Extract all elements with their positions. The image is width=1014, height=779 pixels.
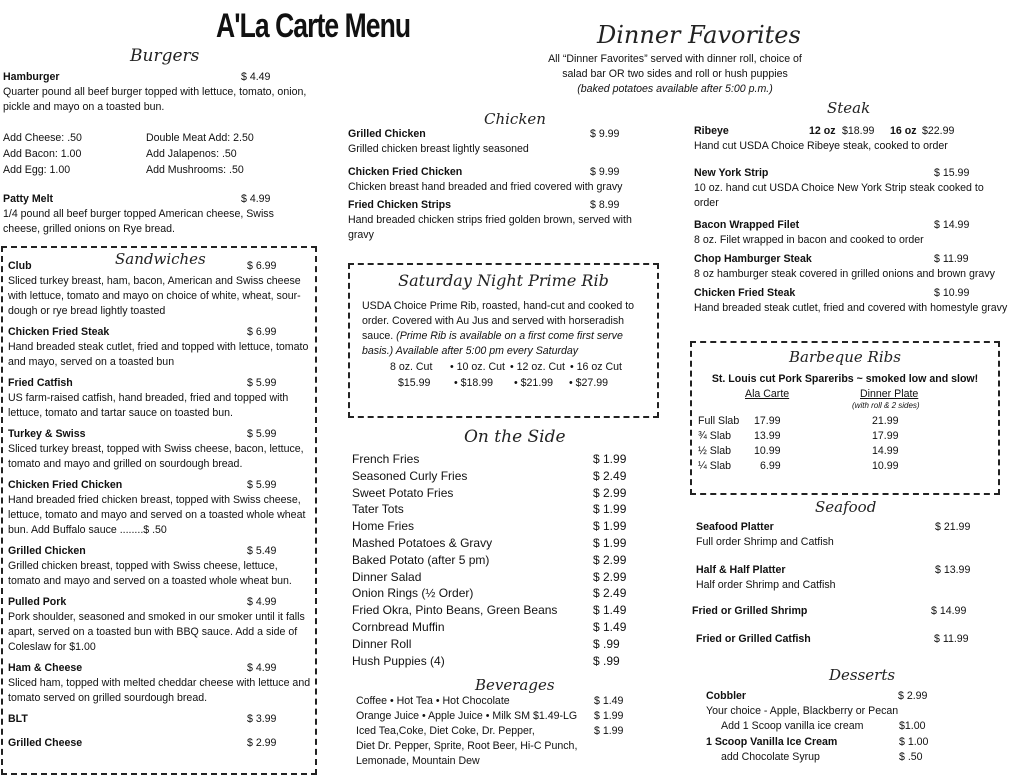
item-name: Fried Catfish xyxy=(8,377,73,389)
list-item xyxy=(8,544,311,589)
cut-price: • $21.99 xyxy=(514,377,554,389)
addon-price: $1.00 xyxy=(899,720,926,732)
item-price: $ 4.99 xyxy=(247,662,277,674)
chicken-list xyxy=(348,127,653,249)
item-desc: Hand breaded steak cutlet, fried and topped with lettuce, tomato and mayo, served on a toasted bun xyxy=(8,341,309,368)
row-label: ½ Slab xyxy=(698,445,731,457)
item-name: Mashed Potatoes & Gravy xyxy=(352,535,493,550)
item-price: $ 8.99 xyxy=(590,199,620,211)
seafood-item xyxy=(692,604,992,619)
item-desc: Grilled chicken breast lightly seasoned xyxy=(348,143,529,155)
item-name: Home Fries xyxy=(352,519,415,534)
addon-label: Add 1 Scoop vanilla ice cream xyxy=(721,720,864,732)
item-price: $ 21.99 xyxy=(935,521,971,533)
cut-price: • $27.99 xyxy=(569,377,609,389)
list-item xyxy=(694,218,1010,248)
item-price: $ 2.99 xyxy=(593,552,627,567)
bev-price: $ 1.99 xyxy=(594,710,624,722)
item-price: $ 11.99 xyxy=(934,633,969,645)
item-price: $ 2.99 xyxy=(593,485,627,500)
item-price: $ 10.99 xyxy=(934,287,970,299)
addon-label: add Chocolate Syrup xyxy=(721,751,820,763)
item-desc: Hand breaded steak cutlet, fried and covered with homestyle gravy xyxy=(694,302,1008,314)
item-name: Turkey & Swiss xyxy=(8,428,86,440)
burger-patty-melt xyxy=(3,192,303,237)
list-item xyxy=(8,595,311,655)
bev-text: Iced Tea,Coke, Diet Coke, Dr. Pepper, xyxy=(356,725,535,737)
row-ala: 10.99 xyxy=(754,445,781,457)
cut-label: • 10 oz. Cut xyxy=(450,361,505,373)
item-name: Tater Tots xyxy=(352,502,404,517)
item-name: Patty Melt xyxy=(3,193,54,205)
item-price: $ 5.99 xyxy=(247,479,277,491)
list-item xyxy=(8,427,311,472)
item-price: $ 4.99 xyxy=(241,193,271,205)
dinner-favorites-title: Dinner Favorites xyxy=(597,21,801,49)
seafood-item xyxy=(696,520,996,550)
prime-rib-note: (Prime Rib is available on a first come first serve basis.) Available after 5:00 pm every Saturday xyxy=(362,330,623,357)
item-name: Grilled Chicken xyxy=(8,545,86,557)
list-item xyxy=(352,619,642,636)
item-desc: Quarter pound all beef burger topped with lettuce, tomato, onion, pickle and mayo on a toasted bun. xyxy=(3,86,307,113)
item-desc: Sliced ham, topped with melted cheddar cheese with lettuce and tomato served on grilled sourdough bread. xyxy=(8,677,311,704)
item-desc: Half order Shrimp and Catfish xyxy=(696,579,836,591)
list-item xyxy=(694,252,1010,282)
col-dinner-note: (with roll & 2 sides) xyxy=(852,401,920,410)
bev-text: Lemonade, Mountain Dew xyxy=(356,755,480,767)
item-desc: Sliced turkey breast, ham, bacon, American and Swiss cheese with lettuce, tomato and mayo on choice of white, wheat, sour-dough or rye bread lightly toasted xyxy=(8,275,301,317)
item-price: $ 5.99 xyxy=(247,428,277,440)
item-name: Chicken Fried Steak xyxy=(694,287,796,299)
list-item xyxy=(8,259,311,319)
list-item xyxy=(352,468,642,485)
row-ala: 6.99 xyxy=(760,460,781,472)
intro-line: All “Dinner Favorites” served with dinner roll, choice of xyxy=(548,53,802,65)
list-item xyxy=(352,518,642,535)
ribeye-price-16: $22.99 xyxy=(922,125,955,137)
item-name: Fried Chicken Strips xyxy=(348,199,452,211)
item-name: Chicken Fried Chicken xyxy=(8,479,123,491)
item-desc: Hand breaded fried chicken breast, topped with Swiss cheese, lettuce, tomato and mayo and served on a toasted whole wheat bun. Add Buffalo sauce ........$ .50 xyxy=(8,494,306,536)
addon-cheese: Add Cheese: .50 xyxy=(3,132,82,144)
item-price: $ 13.99 xyxy=(935,564,971,576)
ribeye-price-12: $18.99 xyxy=(842,125,875,137)
list-item xyxy=(352,569,642,586)
cobbler-addon xyxy=(721,719,1011,734)
burgers-heading: Burgers xyxy=(130,46,200,66)
item-name: Grilled Cheese xyxy=(8,737,83,749)
list-item xyxy=(352,451,642,468)
item-name: French Fries xyxy=(352,452,420,466)
list-item xyxy=(8,478,311,538)
prime-rib-body xyxy=(362,299,652,359)
item-desc: Hand cut USDA Choice Ribeye steak, cooked to order xyxy=(694,140,948,152)
item-name: Ham & Cheese xyxy=(8,662,83,674)
item-desc: 8 oz. Filet wrapped in bacon and cooked to order xyxy=(694,234,924,246)
item-name: Baked Potato (after 5 pm) xyxy=(352,552,490,567)
item-name: Half & Half Platter xyxy=(696,564,786,576)
item-desc: Sliced turkey breast, topped with Swiss cheese, bacon, lettuce, tomato and mayo and grilled on sourdough bread. xyxy=(8,443,304,470)
list-item xyxy=(352,485,642,502)
prime-rib-cuts xyxy=(362,360,652,392)
bev-text: Coffee • Hot Tea • Hot Chocolate xyxy=(356,695,510,707)
cut-price: • $18.99 xyxy=(454,377,494,389)
item-name: Cobbler xyxy=(706,690,747,702)
steak-list xyxy=(694,166,1010,322)
sandwiches-heading: Sandwiches xyxy=(112,250,209,268)
item-desc: Full order Shrimp and Catfish xyxy=(696,536,834,548)
item-desc: 10 oz. hand cut USDA Choice New York Strip steak cooked to order xyxy=(694,182,984,209)
item-name: Grilled Chicken xyxy=(348,128,426,140)
sides-heading: On the Side xyxy=(464,427,566,447)
steak-ribeye xyxy=(694,124,1010,154)
list-item xyxy=(8,736,311,751)
table-row xyxy=(698,429,994,444)
list-item xyxy=(356,694,646,709)
item-name: New York Strip xyxy=(694,167,769,179)
item-price: $ 9.99 xyxy=(590,128,620,140)
addon-price: $ .50 xyxy=(899,751,923,763)
prime-rib-desc: USDA Choice Prime Rib, roasted, hand-cut and cooked to order. Covered with Au Jus and served with horseradish sauce. xyxy=(362,300,635,342)
sides-list xyxy=(352,451,642,669)
item-name: Pulled Pork xyxy=(8,596,67,608)
seafood-item xyxy=(696,632,996,647)
list-item xyxy=(348,127,653,157)
desserts-heading: Desserts xyxy=(829,666,896,684)
item-price: $ 3.99 xyxy=(247,713,277,725)
item-name: Onion Rings (½ Order) xyxy=(352,586,474,601)
item-name: Hush Puppies (4) xyxy=(352,653,445,668)
item-price: $ 5.99 xyxy=(247,377,277,389)
col-dinner-plate: Dinner Plate xyxy=(860,388,919,400)
item-price: $ 1.49 xyxy=(593,603,627,618)
beverages-list xyxy=(356,694,646,769)
bbq-subtitle: St. Louis cut Pork Spareribs ~ smoked low and slow! xyxy=(711,373,979,385)
bbq-heading: Barbeque Ribs xyxy=(789,348,901,366)
col-ala-carte: Ala Carte xyxy=(745,388,790,400)
list-item xyxy=(8,376,311,421)
page-title: A'La Carte Menu xyxy=(216,7,411,45)
list-item xyxy=(356,739,646,754)
row-ala: 13.99 xyxy=(754,430,781,442)
item-name: Sweet Potato Fries xyxy=(352,485,454,500)
bev-price: $ 1.99 xyxy=(594,725,624,737)
item-price: $ 1.49 xyxy=(593,619,627,634)
list-item xyxy=(352,653,642,670)
list-item xyxy=(348,198,653,243)
item-name: 1 Scoop Vanilla Ice Cream xyxy=(706,736,838,748)
item-name: Bacon Wrapped Filet xyxy=(694,219,800,231)
table-row xyxy=(698,459,994,474)
item-name: Chicken Fried Steak xyxy=(8,326,110,338)
row-dinner: 10.99 xyxy=(872,460,899,472)
item-name: Club xyxy=(8,260,32,272)
item-price: $ .99 xyxy=(593,653,620,668)
item-price: $ 1.99 xyxy=(593,452,627,466)
beverages-heading: Beverages xyxy=(475,676,555,694)
list-item xyxy=(8,712,311,727)
item-name: BLT xyxy=(8,713,28,725)
item-desc: Pork shoulder, seasoned and smoked in our smoker until it falls apart, served on a toasted bun with BBQ sauce. Add a side of Coleslaw for $1.00 xyxy=(8,611,305,653)
row-dinner: 14.99 xyxy=(872,445,899,457)
seafood-heading: Seafood xyxy=(815,498,877,516)
item-price: $ 4.99 xyxy=(247,596,277,608)
prime-rib-heading: Saturday Night Prime Rib xyxy=(398,271,609,290)
item-price: $ .99 xyxy=(593,636,620,651)
item-price: $ 6.99 xyxy=(247,326,277,338)
item-price: $ 2.99 xyxy=(898,690,928,702)
item-price: $ 9.99 xyxy=(590,166,620,178)
item-name: Seafood Platter xyxy=(696,521,774,533)
list-item xyxy=(356,709,646,724)
row-dinner: 21.99 xyxy=(872,415,899,427)
item-price: $ 5.49 xyxy=(247,545,277,557)
sandwich-list xyxy=(8,259,311,757)
item-price: $ 1.99 xyxy=(593,502,627,517)
seafood-item xyxy=(696,563,996,593)
item-price: $ 2.49 xyxy=(593,586,627,601)
dessert-ice-cream xyxy=(706,735,1006,750)
list-item xyxy=(352,636,642,653)
list-item xyxy=(356,754,646,769)
ribeye-size-12: 12 oz xyxy=(809,125,836,137)
item-price: $ 2.49 xyxy=(593,468,627,483)
item-desc: Chicken breast hand breaded and fried covered with gravy xyxy=(348,181,623,193)
item-name: Fried or Grilled Catfish xyxy=(696,633,811,645)
row-label: Full Slab xyxy=(698,415,740,427)
list-item xyxy=(694,166,1010,211)
row-label: ¼ Slab xyxy=(698,460,731,472)
bev-price: $ 1.49 xyxy=(594,695,624,707)
item-name: Fried Okra, Pinto Beans, Green Beans xyxy=(352,603,558,618)
item-price: $ 14.99 xyxy=(934,219,970,231)
bev-text: Diet Dr. Pepper, Sprite, Root Beer, Hi-C Punch, xyxy=(356,740,578,752)
item-price: $ 1.99 xyxy=(593,519,627,534)
item-desc: US farm-raised catfish, hand breaded, fried and topped with lettuce, tomato and tartar sauce on toasted bun. xyxy=(8,392,289,419)
list-item xyxy=(352,585,642,602)
bev-text: Orange Juice • Apple Juice • Milk SM $1.49-LG xyxy=(356,710,578,722)
table-row xyxy=(698,414,994,429)
row-dinner: 17.99 xyxy=(872,430,899,442)
item-desc: Grilled chicken breast, topped with Swiss cheese, lettuce, tomato and mayo and served on a toasted whole wheat bun. xyxy=(8,560,292,587)
addon-double-meat: Double Meat Add: 2.50 xyxy=(146,132,254,144)
item-name: Ribeye xyxy=(694,125,729,137)
item-price: $ 1.00 xyxy=(899,736,929,748)
steak-heading: Steak xyxy=(827,99,871,117)
table-row xyxy=(698,444,994,459)
list-item xyxy=(694,286,1010,316)
list-item xyxy=(356,724,646,739)
bbq-table xyxy=(698,387,994,487)
ice-cream-addon xyxy=(721,750,1011,765)
burger-hamburger xyxy=(3,70,319,115)
list-item xyxy=(348,165,653,195)
item-name: Dinner Roll xyxy=(352,636,412,651)
item-name: Hamburger xyxy=(3,71,60,83)
item-desc: 8 oz hamburger steak covered in grilled onions and brown gravy xyxy=(694,268,995,280)
item-price: $ 14.99 xyxy=(931,605,967,617)
addon-bacon: Add Bacon: 1.00 xyxy=(3,148,82,160)
addon-jalapenos: Add Jalapenos: .50 xyxy=(146,148,237,160)
list-item xyxy=(352,501,642,518)
item-name: Cornbread Muffin xyxy=(352,619,445,634)
item-price: $ 6.99 xyxy=(247,260,277,272)
item-name: Chicken Fried Chicken xyxy=(348,166,463,178)
item-price: $ 15.99 xyxy=(934,167,970,179)
addon-mushrooms: Add Mushrooms: .50 xyxy=(146,164,244,176)
item-name: Dinner Salad xyxy=(352,569,422,584)
addon-egg: Add Egg: 1.00 xyxy=(3,164,71,176)
burger-addons xyxy=(3,131,303,179)
dinner-intro xyxy=(520,52,830,97)
list-item xyxy=(352,535,642,552)
row-ala: 17.99 xyxy=(754,415,781,427)
item-name: Seasoned Curly Fries xyxy=(352,468,468,483)
list-item xyxy=(352,602,642,619)
dessert-cobbler xyxy=(706,689,1006,704)
item-name: Fried or Grilled Shrimp xyxy=(692,605,808,617)
item-desc: 1/4 pound all beef burger topped American cheese, Swiss cheese, grilled onions on Rye bread. xyxy=(3,208,274,235)
cut-price: $15.99 xyxy=(398,377,431,389)
cut-label: 8 oz. Cut xyxy=(390,361,433,373)
intro-note: (baked potatoes available after 5:00 p.m.) xyxy=(577,83,773,95)
row-label: ¾ Slab xyxy=(698,430,731,442)
item-name: Chop Hamburger Steak xyxy=(694,253,812,265)
item-price: $ 4.49 xyxy=(241,71,271,83)
cut-label: • 12 oz. Cut xyxy=(510,361,565,373)
intro-line: salad bar OR two sides and roll or hush puppies xyxy=(562,68,788,80)
item-price: $ 2.99 xyxy=(593,569,627,584)
cut-label: • 16 oz Cut xyxy=(570,361,622,373)
item-price: $ 1.99 xyxy=(593,535,627,550)
item-price: $ 11.99 xyxy=(934,253,969,265)
ribeye-size-16: 16 oz xyxy=(890,125,917,137)
list-item xyxy=(8,661,311,706)
item-price: $ 2.99 xyxy=(247,737,277,749)
list-item xyxy=(352,552,642,569)
list-item xyxy=(8,325,311,370)
chicken-heading: Chicken xyxy=(484,110,546,128)
item-desc: Hand breaded chicken strips fried golden brown, served with gravy xyxy=(348,214,632,241)
cobbler-desc: Your choice - Apple, Blackberry or Pecan xyxy=(706,705,899,717)
